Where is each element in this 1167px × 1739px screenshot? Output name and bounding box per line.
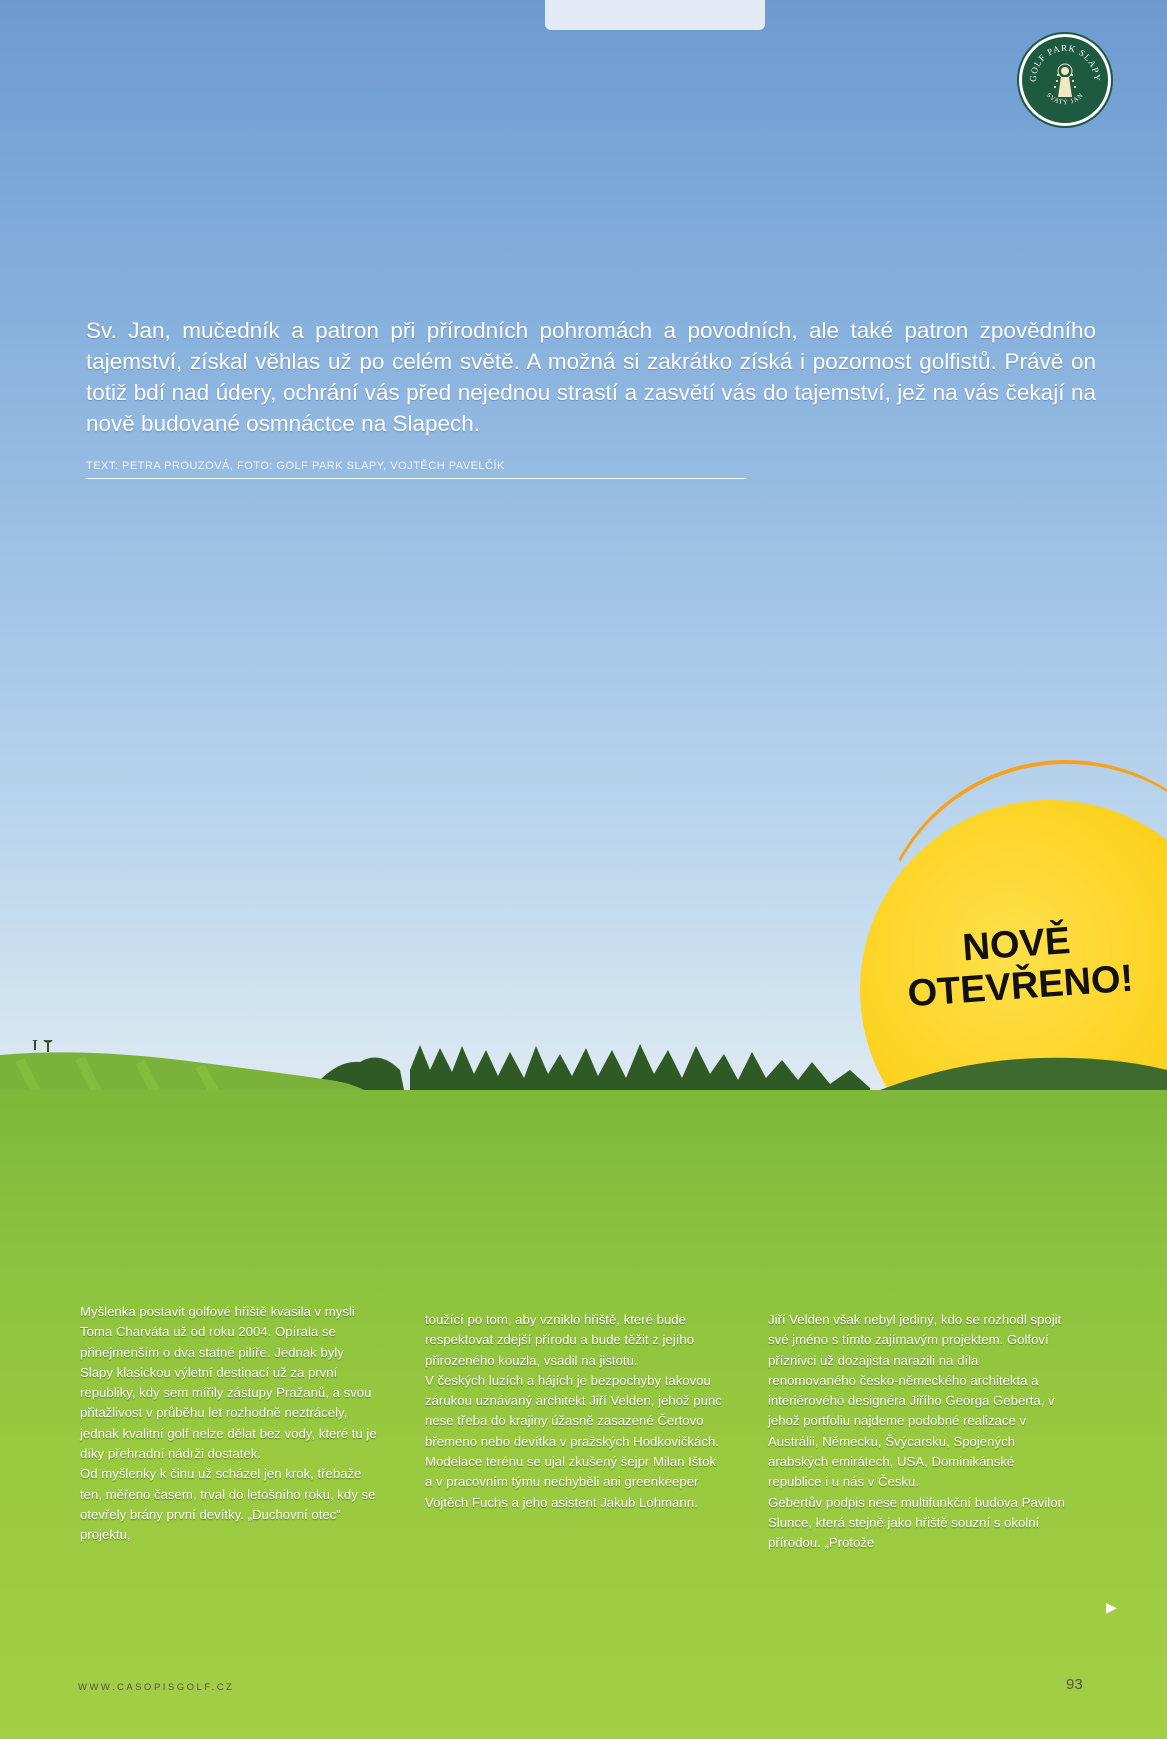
article-column-2	[425, 1310, 725, 1513]
scan-artifact	[545, 0, 765, 30]
col1-paragraph-2: Od myšlenky k činu už scházel jen krok, třebaže ten, měřeno časem, trval do letošního roku, kdy se otevřely brány první devítky. „Duchovní otec“ projektu,	[80, 1466, 376, 1543]
col3-paragraph-2: Gebertův podpis nese multifunkční budova Pavilon Slunce, která stejně jako hřiště souzní s okolní přírodou. „Protože	[768, 1494, 1065, 1551]
article-column-3	[768, 1310, 1068, 1554]
article-column-1	[80, 1302, 380, 1546]
page-number: 93	[1066, 1676, 1083, 1693]
col2-paragraph-2: V českých luzích a hájích je bezpochyby takovou zárukou uznávaný architekt Jiří Velden, jehož punc nese třeba do krajiny úžasně zasazené Čertovo břemeno nebo devítka v pražských Hodkovičkách. Modelace terénu se ujal zkušený šejpr Milan Ištok a v pracovním týmu nechyběli ani greenkeeper Vojtěch Fuchs a jeho asistent Jakub Lohmann.	[425, 1372, 722, 1510]
col1-paragraph-1: Myšlenka postavit golfové hřiště kvasila v mysli Toma Charváta už od roku 2004. Opírala se přinejmenším o dva statné pilíře. Jednak byly Slapy klasickou výletní destinací už za první republiky, kdy sem mířily zástupy Pražanů, a svou přitažlivost v průběhu let rozhodně neztrácely, jednak kvalitní golf nelze dělat bez vody, které tu je díky přehradní nádrži dostatek.	[80, 1304, 377, 1462]
col3-paragraph-1: Jiří Velden však nebyl jediný, kdo se rozhodl spojit své jméno s tímto zajímavým projektem. Golfoví příznivci už dozajista narazili na díla renomovaného česko-německého architekta a interiérového designéra Jiřího Georga Geberta, v jehož portfoliu najdeme podobné realizace v Austrálii, Německu, Švýcarsku, Spojených arabských emirátech, USA, Dominikánské republice i u nás v Česku.	[768, 1312, 1062, 1490]
golf-park-slapy-logo	[1019, 34, 1111, 126]
logo-top-text: GOLF PARK SLAPY	[1027, 42, 1103, 83]
stamp-line-1: NOVĚ	[961, 919, 1072, 970]
stamp-line-2: OTEVŘENO!	[906, 957, 1135, 1016]
intro-paragraph: Sv. Jan, mučedník a patron při přírodních pohromách a povodních, ale také patron zpovědního tajemství, získal věhlas už po celém světě. A možná si zakrátko získá i pozornost golfistů. Právě on totiž bdí nad údery, ochrání vás před nejednou strastí a zasvětí vás do tajemství, jež na vás čekají na nově budované osmnáctce na Slapech.	[86, 318, 1096, 436]
photo-credit: TEXT: PETRA PROUZOVÁ, FOTO: GOLF PARK SLAPY, VOJTĚCH PAVELČÍK	[86, 460, 746, 479]
footer-website: WWW.CASOPISGOLF.CZ	[78, 1682, 235, 1693]
svg-text:GOLF PARK SLAPY	[1028, 43, 1102, 82]
logo-bottom-text: SVATÝ JAN	[1044, 91, 1086, 107]
continue-arrow-icon: ▶	[1106, 1599, 1117, 1615]
saint-figure-icon	[1054, 64, 1076, 97]
col2-paragraph-1: toužící po tom, aby vzniklo hřiště, které bude respektovat zdejší přírodu a bude těžit z jejího přirozeného kouzla, vsadil na jistotu.	[425, 1312, 695, 1368]
article-body	[80, 1302, 1090, 1627]
